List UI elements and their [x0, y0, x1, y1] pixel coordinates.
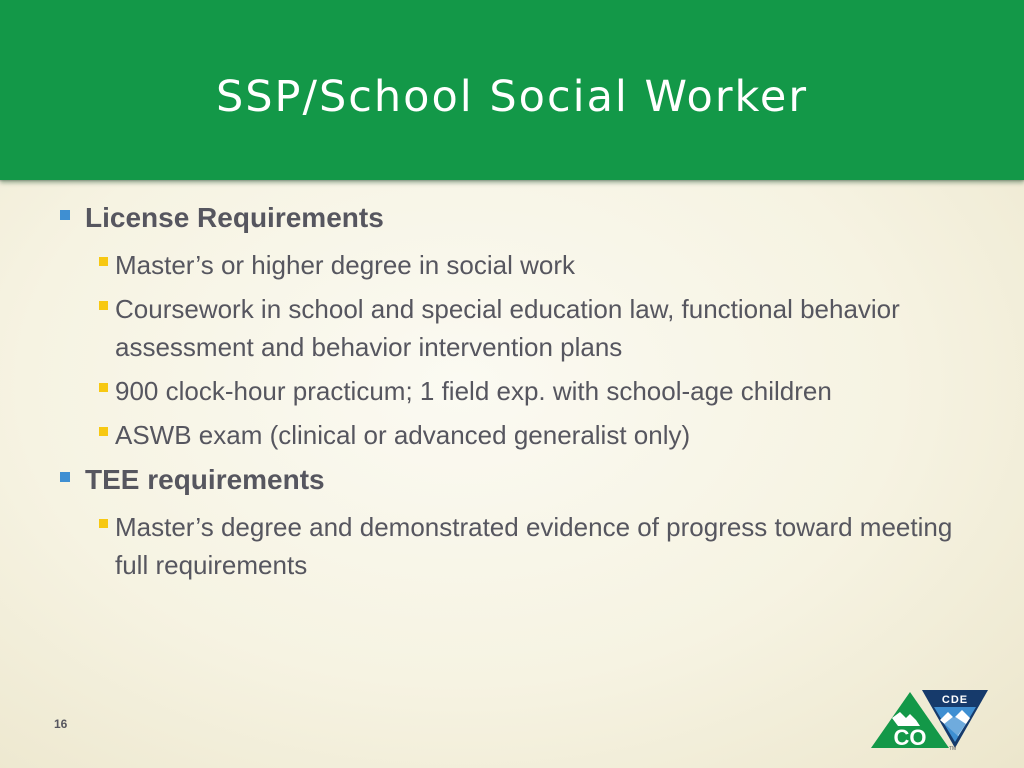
list-item	[115, 246, 960, 284]
title-bar	[0, 0, 1024, 180]
list-item	[115, 508, 960, 584]
section-heading	[60, 198, 960, 238]
cde-logo	[870, 688, 990, 752]
section-heading	[60, 460, 960, 500]
list-item-text: Coursework in school and special education law, functional behavior assessment and behavior intervention plans	[115, 294, 900, 362]
section-heading-text: License Requirements	[85, 202, 384, 233]
square-bullet-icon	[99, 427, 108, 436]
square-bullet-icon	[60, 210, 70, 220]
logo-trademark: TM	[949, 746, 957, 752]
list-item-text: Master’s or higher degree in social work	[115, 250, 576, 280]
square-bullet-icon	[99, 301, 108, 310]
list-item-text: 900 clock-hour practicum; 1 field exp. with school-age children	[115, 376, 832, 406]
list-item	[115, 416, 960, 454]
logo-co-text: CO	[893, 725, 927, 750]
list-item	[115, 372, 960, 410]
square-bullet-icon	[99, 519, 108, 528]
square-bullet-icon	[60, 472, 70, 482]
slide-title: SSP/School Social Worker	[215, 72, 809, 122]
section-heading-text: TEE requirements	[85, 464, 325, 495]
page-number: 16	[54, 717, 68, 731]
list-item-text: Master’s degree and demonstrated evidence of progress toward meeting full requirements	[115, 512, 953, 580]
list-item-text: ASWB exam (clinical or advanced generalist only)	[115, 420, 691, 450]
square-bullet-icon	[99, 257, 108, 266]
logo-cde-text: CDE	[941, 694, 969, 706]
slide-content	[60, 198, 960, 590]
square-bullet-icon	[99, 383, 108, 392]
list-item	[115, 290, 960, 366]
